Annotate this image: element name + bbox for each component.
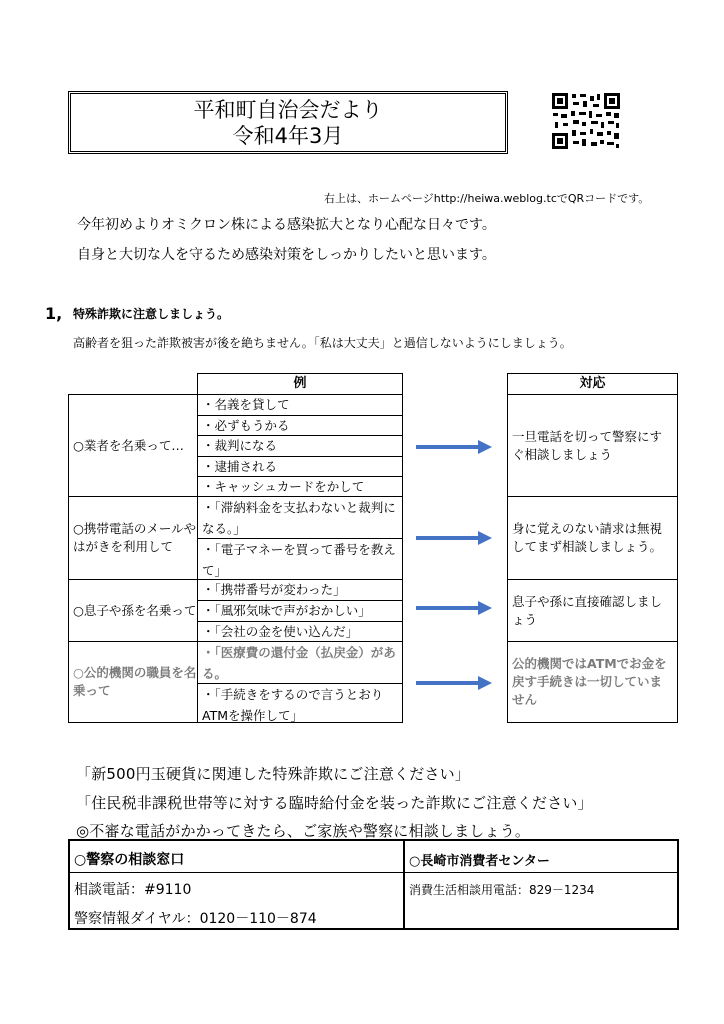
contacts-table: [68, 839, 679, 930]
example-item: ・裁判になる: [198, 436, 402, 457]
example-item: ・キャッシュカードをかして: [202, 479, 365, 494]
examples-business: [197, 394, 403, 497]
title-line1: 平和町自治会だより: [193, 97, 383, 122]
example-item: [198, 642, 402, 684]
example-item: ・「滞納料金を支払わないと裁判になる。」: [198, 497, 402, 539]
header-response: 対応: [507, 373, 678, 395]
category-public-office: [68, 641, 198, 723]
category-business: [68, 394, 198, 497]
response-text: 一旦電話を切って警察にすぐ相談しましょう: [512, 428, 663, 462]
category-label: ○息子や孫を名乗って: [73, 602, 197, 618]
warning-line2: 「住民税非課税世帯等に対する臨時給付金を装った詐欺にご注意ください」: [76, 794, 593, 812]
example-item: ・名義を貸して: [198, 395, 402, 416]
examples-public-office: [197, 641, 403, 723]
example-item: ・逮捕される: [198, 457, 402, 478]
category-label: ○公的機関の職員を名乗って: [73, 665, 197, 698]
section-title: 特殊詐欺に注意しましょう。: [73, 307, 230, 321]
consumer-phone[interactable]: 消費生活相談用電話：829－1234: [409, 883, 595, 897]
police-dial[interactable]: 警察情報ダイヤル：0120－110－874: [74, 911, 317, 927]
response-business: [507, 394, 678, 497]
example-item: ・「電子マネーを買って番号を教えて」: [202, 542, 396, 578]
contacts-divider: [403, 841, 405, 928]
response-family: [507, 579, 678, 642]
examples-mail: [197, 496, 403, 580]
intro-line1: 今年初めよりオミクロン株による感染拡大となり心配な日々です。: [77, 217, 496, 233]
category-mail: [68, 496, 198, 580]
arrow-right-icon: [416, 530, 492, 546]
title-box: [68, 91, 508, 154]
response-text: 公的機関ではATMでお金を戻す手続きは一切していません: [512, 656, 667, 707]
qr-note: 右上は、ホームページhttp://heiwa.weblog.tcでQRコードです。: [324, 192, 650, 205]
section-subtitle: 高齢者を狙った詐欺被害が後を絶ちません。「私は大丈夫」と過信しないようにしましょう。: [73, 336, 572, 350]
category-label: ○業者を名乗って…: [73, 437, 184, 453]
example-item: ・「会社の金を使い込んだ」: [202, 624, 359, 639]
response-text: 身に覚えのない請求は無視してまず相談しましょう。: [512, 521, 663, 554]
header-examples: 例: [197, 373, 403, 395]
response-text: 息子や孫に直接確認しましょう: [512, 593, 663, 627]
consumer-title: ○長崎市消費者センター: [409, 854, 550, 869]
examples-family: [197, 579, 403, 642]
arrow-right-icon: [416, 600, 492, 616]
example-item: ・必ずもうかる: [198, 416, 402, 437]
example-item: ・「携帯番号が変わった」: [198, 580, 402, 601]
response-public-office: [507, 641, 678, 723]
title-line2: 令和4年3月: [232, 123, 344, 148]
intro-line2: 自身と大切な人を守るため感染対策をしっかりしたいと思います。: [77, 247, 496, 263]
warning-line1: 「新500円玉硬貨に関連した特殊詐欺にご注意ください」: [76, 765, 471, 783]
contacts-header-rule: [70, 872, 677, 873]
example-item: ・「手続きをするので言うとおりATMを操作して」: [202, 687, 384, 723]
category-label: ○携帯電話のメールやはがきを利用して: [73, 521, 197, 554]
warning-line3: ◎不審な電話がかかってきたら、ご家族や警察に相談しましょう。: [76, 822, 531, 840]
police-phone[interactable]: 相談電話：#9110: [74, 882, 192, 898]
example-item: ・「風邪気味で声がおかしい」: [198, 601, 402, 622]
police-title: ○警察の相談窓口: [74, 852, 185, 868]
category-family: [68, 579, 198, 642]
section-number: 1,: [45, 304, 63, 323]
qr-code-icon[interactable]: [551, 92, 621, 150]
response-mail: [507, 496, 678, 580]
arrow-right-icon: [416, 439, 492, 455]
arrow-right-icon: [416, 675, 492, 691]
example-item-highlight: ・「医療費の還付金（払戻金）がある。: [202, 645, 396, 681]
